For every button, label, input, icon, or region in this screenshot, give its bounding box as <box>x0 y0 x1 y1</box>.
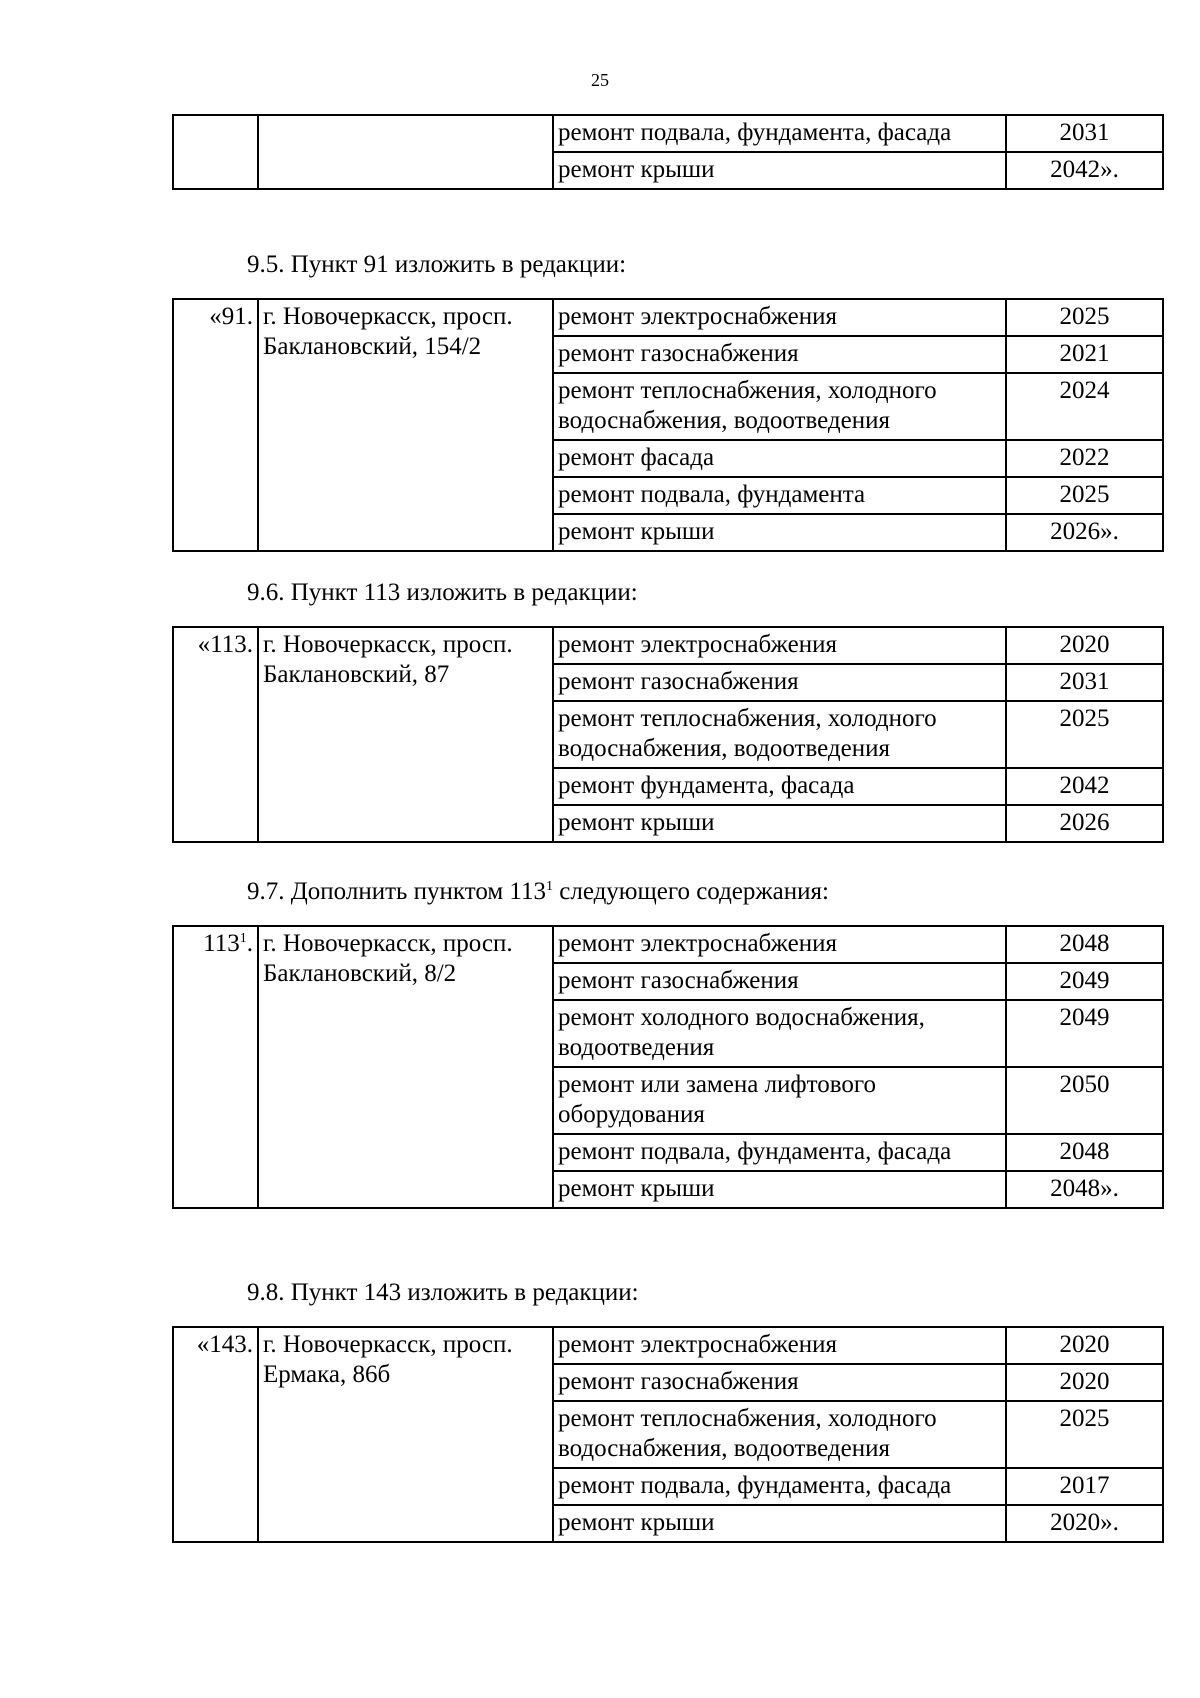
item-number-superscript: 1 <box>239 931 247 946</box>
item-number-cell <box>173 627 258 842</box>
work-type-cell: ремонт крыши <box>553 152 1006 189</box>
table-block <box>172 626 1142 843</box>
year-cell: 2022 <box>1006 440 1163 477</box>
work-type-cell: ремонт электроснабжения <box>553 926 1006 963</box>
year-cell: 2048 <box>1006 926 1163 963</box>
address-cell: г. Новочеркасск, просп. Баклановский, 154/2 <box>258 299 553 551</box>
year-cell: 2042 <box>1006 768 1163 805</box>
work-type-cell: ремонт крыши <box>553 1171 1006 1208</box>
works-table <box>172 1326 1164 1543</box>
address-cell <box>258 115 553 189</box>
work-type-cell: ремонт электроснабжения <box>553 1327 1006 1364</box>
year-cell: 2020». <box>1006 1505 1163 1542</box>
work-type-cell: ремонт электроснабжения <box>553 299 1006 336</box>
work-type-cell: ремонт подвала, фундамента, фасада <box>553 1468 1006 1505</box>
work-type-cell: ремонт газоснабжения <box>553 963 1006 1000</box>
address-cell: г. Новочеркасск, просп. Баклановский, 87 <box>258 627 553 842</box>
heading-text: 9.7. Дополнить пунктом 113 <box>247 878 546 905</box>
address-cell: г. Новочеркасск, просп. Баклановский, 8/2 <box>258 926 553 1208</box>
year-cell: 2020 <box>1006 1327 1163 1364</box>
heading-text: 9.6. Пункт 113 изложить в редакции: <box>247 579 638 606</box>
year-cell: 2042». <box>1006 152 1163 189</box>
heading-text-end: следующего содержания: <box>553 878 829 905</box>
work-type-cell: ремонт подвала, фундамента <box>553 477 1006 514</box>
item-number: «113. <box>197 631 253 658</box>
year-cell: 2049 <box>1006 1000 1163 1067</box>
item-number: «91. <box>209 303 253 330</box>
item-number-cell <box>173 115 258 189</box>
section-heading <box>247 1278 639 1308</box>
year-cell: 2026 <box>1006 805 1163 842</box>
work-type-cell: ремонт теплоснабжения, холодного водоснабжения, водоотведения <box>553 373 1006 440</box>
year-cell: 2020 <box>1006 1364 1163 1401</box>
table-row <box>173 627 1163 664</box>
year-cell: 2049 <box>1006 963 1163 1000</box>
section-heading <box>247 877 829 907</box>
item-number-cell <box>173 299 258 551</box>
work-type-cell: ремонт холодного водоснабжения, водоотведения <box>553 1000 1006 1067</box>
year-cell: 2050 <box>1006 1067 1163 1134</box>
work-type-cell: ремонт теплоснабжения, холодного водоснабжения, водоотведения <box>553 701 1006 768</box>
year-cell: 2021 <box>1006 336 1163 373</box>
year-cell: 2025 <box>1006 701 1163 768</box>
work-type-cell: ремонт газоснабжения <box>553 336 1006 373</box>
table-row <box>173 1327 1163 1364</box>
page-number: 25 <box>591 70 609 90</box>
work-type-cell: ремонт крыши <box>553 805 1006 842</box>
year-cell: 2031 <box>1006 664 1163 701</box>
work-type-cell: ремонт крыши <box>553 514 1006 551</box>
section-heading <box>247 250 626 280</box>
section-heading <box>247 578 638 608</box>
table-block <box>172 925 1142 1209</box>
year-cell: 2020 <box>1006 627 1163 664</box>
work-type-cell: ремонт электроснабжения <box>553 627 1006 664</box>
item-number-cell <box>173 926 258 1208</box>
item-number: 113 <box>203 930 240 957</box>
work-type-cell: ремонт подвала, фундамента, фасада <box>553 1134 1006 1171</box>
work-type-cell: ремонт подвала, фундамента, фасада <box>553 115 1006 152</box>
heading-superscript: 1 <box>546 879 553 894</box>
year-cell: 2048». <box>1006 1171 1163 1208</box>
work-type-cell: ремонт газоснабжения <box>553 1364 1006 1401</box>
table-row <box>173 926 1163 963</box>
year-cell: 2026». <box>1006 514 1163 551</box>
works-table <box>172 925 1164 1209</box>
work-type-cell: ремонт теплоснабжения, холодного водоснабжения, водоотведения <box>553 1401 1006 1468</box>
year-cell: 2048 <box>1006 1134 1163 1171</box>
table-row <box>173 115 1163 152</box>
work-type-cell: ремонт фундамента, фасада <box>553 768 1006 805</box>
item-number: «143. <box>196 1331 253 1358</box>
table-block <box>172 1326 1142 1543</box>
work-type-cell: ремонт газоснабжения <box>553 664 1006 701</box>
heading-text: 9.5. Пункт 91 изложить в редакции: <box>247 251 627 278</box>
address-cell: г. Новочеркасск, просп. Ермака, 86б <box>258 1327 553 1542</box>
year-cell: 2017 <box>1006 1468 1163 1505</box>
table-row <box>173 299 1163 336</box>
year-cell: 2025 <box>1006 477 1163 514</box>
heading-text: 9.8. Пункт 143 изложить в редакции: <box>247 1279 639 1306</box>
work-type-cell: ремонт или замена лифтового оборудования <box>553 1067 1006 1134</box>
year-cell: 2025 <box>1006 299 1163 336</box>
work-type-cell: ремонт фасада <box>553 440 1006 477</box>
table-block <box>172 114 1142 190</box>
item-number-cell <box>173 1327 258 1542</box>
work-type-cell: ремонт крыши <box>553 1505 1006 1542</box>
year-cell: 2031 <box>1006 115 1163 152</box>
year-cell: 2024 <box>1006 373 1163 440</box>
year-cell: 2025 <box>1006 1401 1163 1468</box>
works-table <box>172 626 1164 843</box>
table-block <box>172 298 1142 552</box>
works-table <box>172 298 1164 552</box>
works-table <box>172 114 1164 190</box>
item-number-suffix: . <box>246 930 253 957</box>
